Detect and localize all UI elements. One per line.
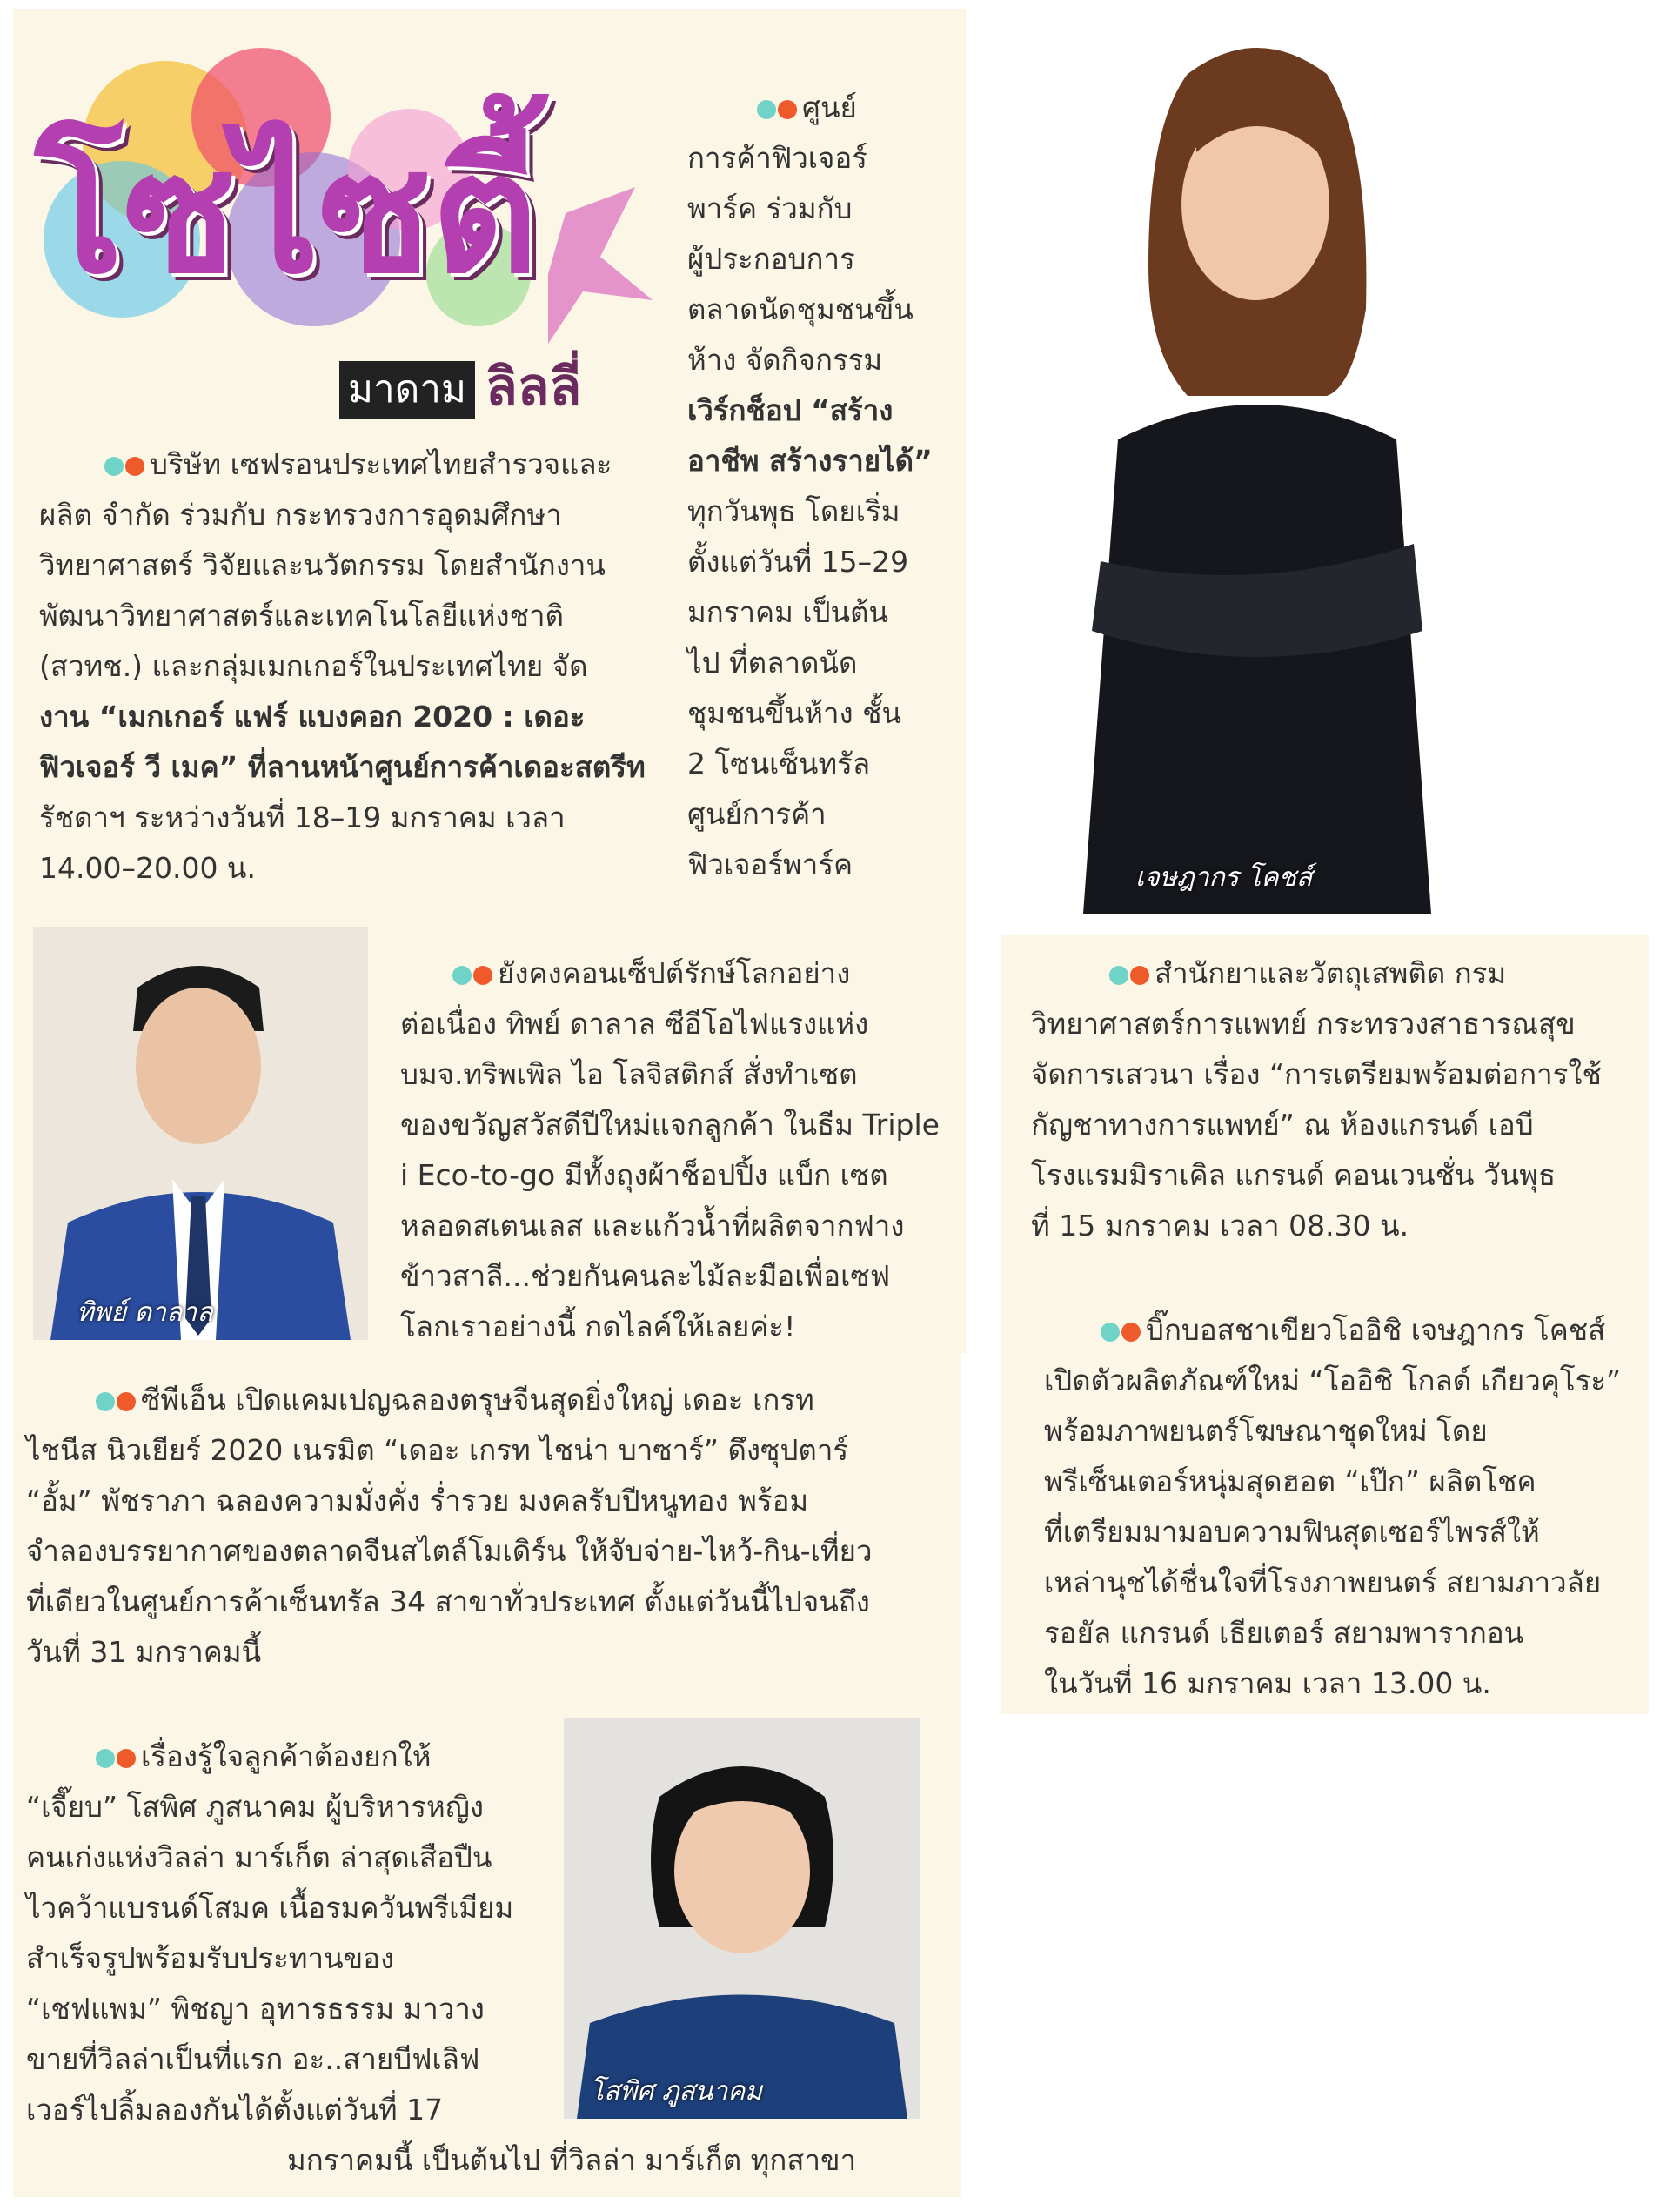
caption-woman-bottom: โสพิศ ภูสนาคม — [590, 2076, 763, 2107]
portrait-woman-bottom-icon — [564, 1718, 920, 2119]
logo-sub-b: ลิลลี่ — [485, 357, 582, 418]
portrait-woman-icon — [1066, 22, 1444, 914]
portrait-man-icon — [33, 927, 368, 1340]
bullet-dots-icon — [757, 83, 799, 133]
bullet-dots-icon — [104, 439, 146, 490]
article-triple-i: ยังคงคอนเซ็ปต์รักษ์โลกอย่าง ต่อเนื่อง ทิพย์ ดาลาล ซีอีโอไฟแรงแห่ง บมจ.ทริพเพิล ไอ โลจิสติกส์ สั่งทำเซต ของขวัญสวัสดีปีใหม่แจกลูกค้า ในธีม Triple i Eco-to-go มีทั้งถุงผ้าช็อปปิ้ง แบ็ก เซต หลอดสเตนเลส และแก้วน้ำที่ผลิตจากฟาง ข้าวสาลี...ช่วยกันคนละไม้ละมือเพื่อเซฟ โลกเราอย่างนี้ กดไลค์ให้เลยค่ะ! — [400, 948, 957, 1352]
article-cannabis-seminar: สำนักยาและวัตถุเสพติด กรม วิทยาศาสตร์การแพทย์ กระทรวงสาธารณสุข จัดการเสวนา เรื่อง “การเตรียมพร้อมต่อการใช้ กัญชาทางการแพทย์” ณ ห้องแกรนด์ เอบี โรงแรมมิราเคิล แกรนด์ คอนเวนชั่น วันพุธ ที่ 15 มกราคม เวลา 08.30 น. — [1031, 948, 1640, 1251]
article-cpn-chinese-new-year: ซีพีเอ็น เปิดแคมเปญฉลองตรุษจีนสุดยิ่งใหญ่ เดอะ เกรท ไชนีส นิวเยียร์ 2020 เนรมิต “เดอะ เกรท ไชน่า บาซาร์” ดึงซุปตาร์ “อั้ม” พัชราภา ฉลองความมั่งคั่ง ร่ำรวย มงคลรับปีหนูทอง พร้อม จำลองบรรยากาศของตลาดจีนสไตล์โมเดิร์น ให้จับจ่าย-ไหว้-กิน-เที่ยว ที่เดียวในศูนย์การค้าเซ็นทรัล 34 สาขาทั่วประเทศ ตั้งแต่วันนี้ไปจนถึง วันที่ 31 มกราคมนี้ — [26, 1375, 948, 1678]
caption-woman-top: เจษฎากร โคชส์ — [1135, 862, 1313, 893]
photo-woman-top — [1066, 22, 1444, 914]
bullet-dots-icon — [1101, 1305, 1142, 1356]
article-villa-market: เรื่องรู้ใจลูกค้าต้องยกให้ “เจี๊ยบ” โสพิศ ภูสนาคม ผู้บริหารหญิง คนเก่งแห่งวิลล่า มาร์เก็ต ล่าสุดเสือปืน ไวคว้าแบรนด์โสมค เนื้อรมควันพรีเมียม สำเร็จรูปพร้อมรับประทานของ “เชฟแพม” พิชญา อุทารธรรม มาวาง ขายที่วิลล่าเป็นที่แรก อะ..สายบีฟเลิฟ เวอร์ไปลิ้มลองกันได้ตั้งแต่วันที่ 17 — [26, 1732, 548, 2135]
photo-woman-bottom — [564, 1718, 920, 2119]
bullet-dots-icon — [96, 1732, 137, 1782]
article-future-park: ศูนย์ การค้าฟิวเจอร์ พาร์ค ร่วมกับ ผู้ประกอบการ ตลาดนัดชุมชนขึ้น ห้าง จัดกิจกรรม เวิร์กช็อป “สร้าง อาชีพ สร้างรายได้” ทุกวันพุธ โดยเริ่ม ตั้งแต่วันที่ 15–29 มกราคม เป็นต้น ไป ที่ตลาดนัด ชุมชนขึ้นห้าง ชั้น 2 โซนเซ็นทรัล ศูนย์การค้า ฟิวเจอร์พาร์ค — [687, 83, 957, 890]
article-oishi: บิ๊กบอสชาเขียวโออิชิ เจษฎากร โคชส์ เปิดตัวผลิตภัณฑ์ใหม่ “โออิชิ โกลด์ เกียวคุโระ” พร้อมภาพยนตร์โฆษณาชุดใหม่ โดย พรีเซ็นเตอร์หนุ่มสุดฮอต “เป๊ก” ผลิตโชค ที่เตรียมมามอบความฟินสุดเซอร์ไพรส์ให้ เหล่านุชได้ชื่นใจที่โรงภาพยนตร์ สยามภาวลัย รอยัล แกรนด์ เธียเตอร์ สยามพารากอน ในวันที่ 16 มกราคม เวลา 13.00 น. — [1044, 1305, 1644, 1709]
logo-title: โซไซตี้ — [35, 116, 539, 310]
photo-man — [33, 927, 368, 1340]
bullet-dots-icon — [1109, 948, 1151, 999]
column-logo — [26, 13, 687, 422]
bullet-dots-icon — [96, 1375, 137, 1425]
article-villa-market-last-line: มกราคมนี้ เป็นต้นไป ที่วิลล่า มาร์เก็ต ทุกสาขา — [287, 2143, 857, 2177]
article-chevron: บริษัท เซฟรอนประเทศไทยสำรวจและ ผลิต จำกัด ร่วมกับ กระทรวงการอุดมศึกษา วิทยาศาสตร์ วิจัยและนวัตกรรม โดยสำนักงาน พัฒนาวิทยาศาสตร์และเทคโนโลยีแห่งชาติ (สวทช.) และกลุ่มเมกเกอร์ในประเทศไทย จัด งาน “เมกเกอร์ แฟร์ แบงคอก 2020 : เดอะ ฟิวเจอร์ วี เมค” ที่ลานหน้าศูนย์การค้าเดอะสตรีท รัชดาฯ ระหว่างวันที่ 18–19 มกราคม เวลา 14.00–20.00 น. — [39, 439, 666, 894]
bullet-dots-icon — [452, 948, 494, 999]
caption-man: ทิพย์ ดาลาล — [77, 1297, 213, 1328]
logo-sub-a: มาดาม — [339, 361, 475, 419]
